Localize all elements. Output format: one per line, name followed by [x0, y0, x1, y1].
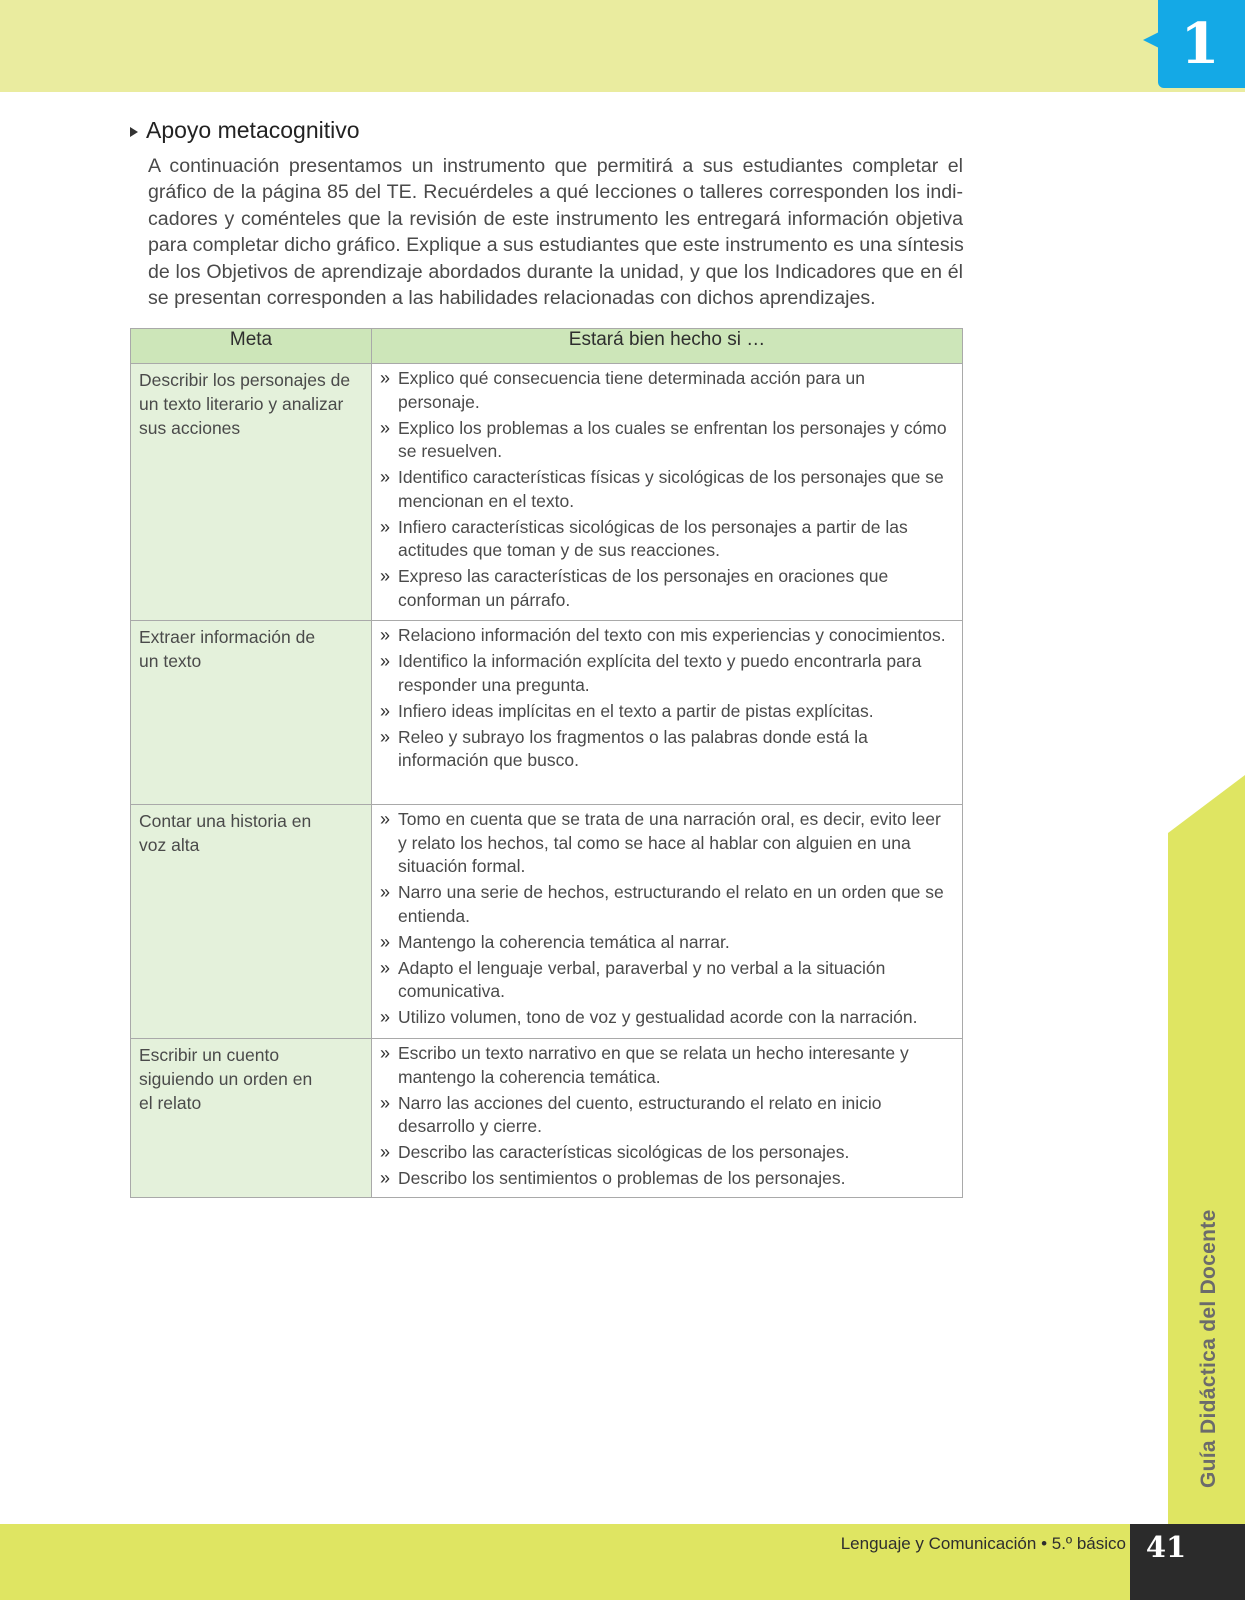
bullet: »	[380, 700, 391, 721]
item-text: Narro las acciones del cuento, estructurando el relato en inicio desarrollo y cierre.	[398, 1092, 882, 1136]
item-text: Infiero características sicológicas de los personajes a partir de las actitudes que toman y de sus reacciones.	[398, 516, 908, 560]
item-text: Describo las características sicológicas de los personajes.	[398, 1142, 850, 1162]
bullet: »	[380, 809, 391, 829]
item-text: Infiero ideas implícitas en el texto a partir de pistas explícitas.	[398, 700, 874, 721]
list-item	[380, 516, 950, 563]
table-row	[131, 805, 963, 1039]
item-text: Utilizo volumen, tono de voz y gestualidad acorde con la narración.	[398, 1007, 918, 1027]
page-number: 41	[1145, 1530, 1187, 1564]
table-row	[131, 621, 963, 805]
header-goal: Meta	[131, 329, 372, 364]
goal-line: el relato	[139, 1093, 202, 1113]
list-item	[380, 417, 950, 464]
list-item	[380, 957, 950, 1004]
intro-paragraph	[148, 153, 963, 311]
bullet: »	[380, 1168, 391, 1188]
goal-cell	[131, 621, 372, 805]
list-item	[380, 624, 950, 648]
bullet: »	[380, 726, 391, 747]
side-band-slope	[1168, 775, 1245, 835]
bullet: »	[380, 625, 391, 645]
bullet: »	[380, 417, 391, 438]
item-text: Narro una serie de hechos, estructurando el relato en un orden que se entienda.	[398, 882, 944, 926]
goal-line: siguiendo un orden en	[139, 1069, 313, 1089]
goal-line: un texto literario y analizar	[139, 394, 344, 414]
side-title: Guía Didáctica del Docente	[1197, 1209, 1220, 1488]
table-header-row	[131, 329, 963, 364]
goal-line: voz alta	[139, 835, 200, 855]
goal-line: Describir los personajes de	[139, 370, 351, 390]
criteria-cell	[372, 364, 963, 621]
list-item	[380, 1167, 950, 1191]
list-item	[380, 881, 950, 928]
goal-cell	[131, 805, 372, 1039]
bullet: »	[380, 516, 391, 537]
list-item	[380, 1006, 950, 1030]
footer-subject: Lenguaje y Comunicación • 5.º básico	[840, 1534, 1126, 1553]
item-text: Expreso las características de los personajes en oraciones que conforman un párrafo.	[398, 566, 889, 610]
list-item	[380, 1141, 950, 1165]
goal-line: sus acciones	[139, 418, 241, 438]
bullet: »	[380, 368, 391, 388]
criteria-cell	[372, 805, 963, 1039]
item-text: Tomo en cuenta que se trata de una narración oral, es decir, evito leer y relato los hechos, tal como se hace al hablar con alguien en una situación formal.	[398, 809, 941, 876]
intro-line: A continuación presentamos un instrumento que permitirá a sus estudiantes completar el	[148, 155, 963, 177]
goal-line: Contar una historia en	[139, 811, 312, 831]
bullet: »	[380, 1043, 391, 1063]
unit-number: 1	[1180, 11, 1220, 77]
item-text: Releo y subrayo los fragmentos o las palabras donde está la información que busco.	[398, 726, 868, 770]
unit-tab-notch	[1143, 32, 1159, 48]
goal-cell	[131, 1039, 372, 1198]
section-heading	[130, 117, 360, 144]
header-band	[0, 0, 1245, 92]
table-row	[131, 364, 963, 621]
intro-line: cadores y coménteles que la revisión de este instrumento les entregará información objetiva	[148, 207, 963, 230]
intro-line: de los Objetivos de aprendizaje abordados durante la unidad, y que los Indicadores que en él	[148, 260, 963, 283]
list-item	[380, 808, 950, 879]
intro-line: para completar dicho gráfico. Explique a sus estudiantes que este instrumento es una síntesis	[148, 234, 964, 257]
bullet: »	[380, 957, 391, 978]
item-text: Identifico la información explícita del texto y puedo encontrarla para responder una pregunta.	[398, 651, 922, 695]
triangle-bullet-icon	[130, 127, 138, 137]
list-item	[380, 726, 950, 773]
list-item	[380, 1042, 950, 1089]
goal-line: un texto	[139, 651, 202, 671]
goal-line: Extraer información de	[139, 627, 316, 647]
item-text: Mantengo la coherencia temática al narrar.	[398, 931, 730, 952]
list-item	[380, 367, 950, 414]
goal-cell	[131, 364, 372, 621]
bullet: »	[380, 1007, 391, 1027]
list-item	[380, 650, 950, 697]
list-item	[380, 931, 950, 955]
bullet: »	[380, 651, 391, 671]
bullet: »	[380, 467, 391, 487]
item-text: Describo los sentimientos o problemas de los personajes.	[398, 1168, 846, 1188]
intro-line: gráfico de la página 85 del TE. Recuérdeles a qué lecciones o talleres corresponden los indi-	[148, 181, 963, 204]
criteria-cell	[372, 621, 963, 805]
item-text: Explico los problemas a los cuales se enfrentan los personajes y cómo se resuelven.	[398, 417, 947, 461]
bullet: »	[380, 566, 391, 586]
header-criteria: Estará bien hecho si …	[372, 329, 963, 364]
item-text: Adapto el lenguaje verbal, paraverbal y no verbal a la situación comunicativa.	[398, 957, 886, 1001]
rubric-table	[130, 328, 963, 1198]
goal-line: Escribir un cuento	[139, 1045, 280, 1065]
list-item	[380, 565, 950, 612]
bullet: »	[380, 931, 391, 952]
list-item	[380, 1092, 950, 1139]
item-text: Identifico características físicas y sicológicas de los personajes que se mencionan en el texto.	[398, 467, 944, 511]
section-title: Apoyo metacognitivo	[146, 117, 360, 143]
list-item	[380, 700, 950, 724]
table-row	[131, 1039, 963, 1198]
list-item	[380, 466, 950, 513]
intro-line: se presentan corresponden a las habilidades relacionadas con dichos aprendizajes.	[148, 287, 876, 310]
item-text: Explico qué consecuencia tiene determinada acción para un personaje.	[398, 368, 865, 412]
item-text: Relaciono información del texto con mis experiencias y conocimientos.	[398, 625, 946, 645]
bullet: »	[380, 1142, 391, 1162]
bullet: »	[380, 882, 391, 902]
bullet: »	[380, 1092, 391, 1113]
item-text: Escribo un texto narrativo en que se relata un hecho interesante y mantengo la coherencia temática.	[398, 1043, 909, 1087]
criteria-cell	[372, 1039, 963, 1198]
